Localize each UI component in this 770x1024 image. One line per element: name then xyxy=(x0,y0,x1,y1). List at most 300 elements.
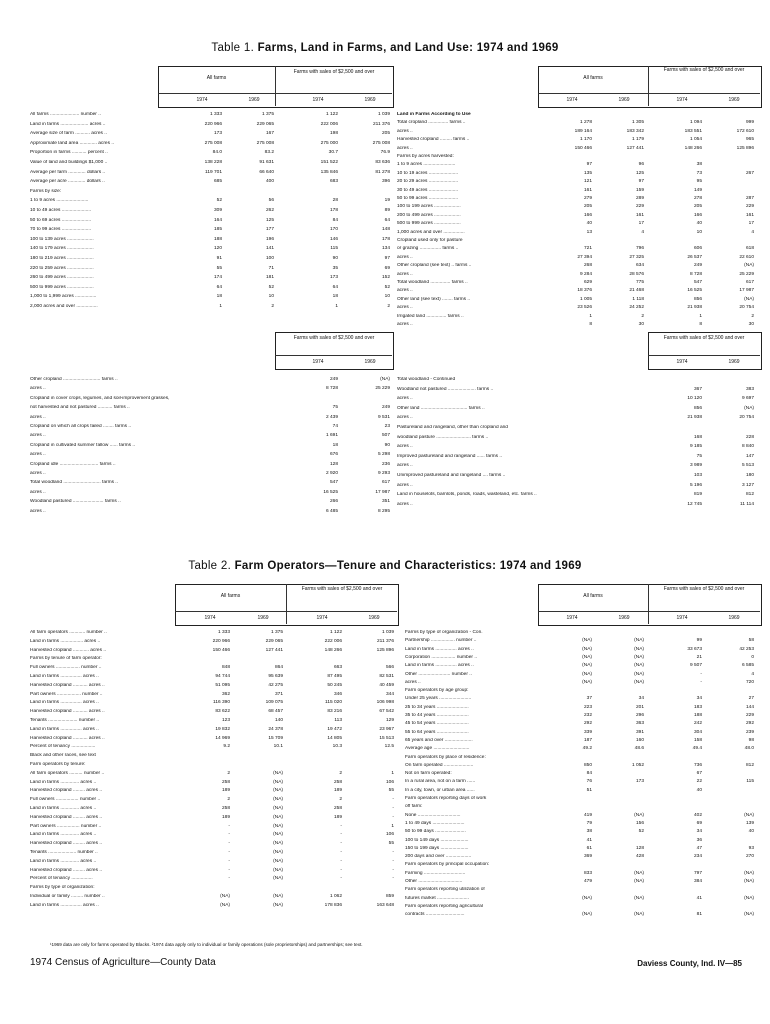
cell-value: 35 xyxy=(332,265,338,271)
cell-value: (NA) xyxy=(634,663,644,669)
cell-value: 20 754 xyxy=(739,415,754,421)
cell-value: 10 120 xyxy=(687,396,702,402)
cell-value: 2 xyxy=(339,797,342,803)
cell-value: 5 196 xyxy=(689,482,702,488)
cell-value: 617 xyxy=(381,480,390,486)
row-label: Value of land and buildings $1,000 .. xyxy=(30,160,108,165)
table-row xyxy=(405,829,770,835)
cell-value: 139 xyxy=(745,820,754,826)
row-label: Black and other races, see text xyxy=(30,753,96,759)
table-row xyxy=(30,665,400,671)
row-label: 1 to 9 acres ........................ xyxy=(30,198,89,204)
cell-value: 74 xyxy=(332,424,338,429)
cell-value: 720 xyxy=(745,679,754,685)
table-row xyxy=(30,832,400,838)
cell-value: 38 xyxy=(696,162,702,168)
cell-value: 75 xyxy=(696,453,702,459)
table-row xyxy=(405,746,770,752)
cell-value: - xyxy=(340,823,342,829)
cell-value: 289 xyxy=(635,196,644,201)
cell-value: 27 xyxy=(748,696,754,702)
cell-value: 189 xyxy=(221,788,230,794)
cell-value: 663 xyxy=(333,665,342,671)
table-row xyxy=(405,796,770,802)
cell-value: 400 xyxy=(265,179,274,185)
cell-value: 2 xyxy=(339,770,342,776)
table-row xyxy=(405,871,770,877)
table-row xyxy=(397,492,767,498)
cell-value: 396 xyxy=(381,179,390,185)
table-row xyxy=(30,876,400,882)
table2-title xyxy=(0,560,770,572)
cell-value: 2 920 xyxy=(325,471,338,476)
table-row xyxy=(405,813,770,819)
cell-value: - xyxy=(340,867,342,873)
cell-value: 292 xyxy=(745,721,754,727)
cell-value: - xyxy=(228,858,230,864)
row-label: 50 to 99 days ....................... xyxy=(405,829,466,835)
table2-heading: Farm Operators—Tenure and Characteristics: 1974 and 1969 xyxy=(234,560,582,572)
cell-value: 147 xyxy=(745,453,754,459)
row-label: acres .. xyxy=(30,433,46,439)
t1-lower-right-sales: Farms with sales of $2,500 and over xyxy=(663,335,745,341)
cell-value: 22 xyxy=(696,779,702,785)
table-row xyxy=(405,838,770,844)
cell-value: 812 xyxy=(745,762,754,768)
cell-value: 4 xyxy=(641,229,644,235)
cell-value: 51 095 xyxy=(215,682,230,688)
table-row xyxy=(30,683,400,689)
table-row xyxy=(397,280,767,286)
cell-value: 125 896 xyxy=(736,145,754,151)
cell-value: 775 xyxy=(635,280,644,285)
cell-value: 1 039 xyxy=(381,630,394,635)
cell-value: 99 xyxy=(696,638,702,644)
cell-value: 8 840 xyxy=(741,444,754,450)
cell-value: 129 xyxy=(385,718,394,723)
cell-value: 40 xyxy=(748,829,754,835)
row-label: 200 to 499 acres .................... xyxy=(397,212,461,218)
cell-value: 249 xyxy=(381,405,390,411)
cell-value: 167 xyxy=(265,131,274,137)
row-label: Individual or family ......... number .. xyxy=(30,894,105,899)
cell-value: 1 375 xyxy=(261,112,274,117)
row-label: Farms by type of organization: xyxy=(30,885,95,891)
cell-value: 103 xyxy=(693,473,702,478)
cell-value: 183 xyxy=(693,704,702,710)
t1-right-col-sales: Farms with sales of $2,500 and over xyxy=(663,67,745,73)
cell-value: 113 xyxy=(334,718,342,723)
row-label: 70 to 99 acres ...................... xyxy=(30,227,92,233)
table-row xyxy=(405,788,770,794)
row-label: 65 years and over ..................... xyxy=(405,737,473,743)
cell-value: 258 xyxy=(333,779,342,785)
cell-value: 383 xyxy=(745,386,754,392)
table-row xyxy=(30,170,400,176)
cell-value: (NA) xyxy=(273,832,283,838)
row-label: Other cropland (see text) .. farms .. xyxy=(397,263,472,269)
cell-value: 125 896 xyxy=(376,647,394,653)
table-row xyxy=(405,713,770,719)
cell-value: 1 333 xyxy=(209,112,222,117)
cell-value: 52 xyxy=(384,284,390,290)
table-row xyxy=(30,859,400,865)
cell-value: 40 xyxy=(696,221,702,227)
row-label: Cropland on which all crops failed ........ farms .. xyxy=(30,424,132,429)
cell-value: 2 xyxy=(227,770,230,776)
cell-value: 17 xyxy=(748,221,754,227)
table-row xyxy=(397,213,767,219)
row-label: Total woodland ............................ farms .. xyxy=(30,480,118,486)
table-row xyxy=(30,815,400,821)
cell-value: (NA) xyxy=(220,894,230,899)
cell-value: 83.2 xyxy=(264,150,274,156)
table-row xyxy=(397,129,767,135)
cell-value: - xyxy=(392,806,394,811)
table-row xyxy=(30,639,400,645)
cell-value: 40 459 xyxy=(379,682,394,688)
cell-value: - xyxy=(228,867,230,873)
cell-value: 229 065 xyxy=(265,638,283,644)
cell-value: 17 987 xyxy=(739,288,754,294)
cell-value: 24 252 xyxy=(629,305,644,311)
t1-r-y1974a: 1974 xyxy=(566,97,578,103)
cell-value: 1 305 xyxy=(631,120,644,126)
cell-value: 8 xyxy=(699,322,702,327)
table1-heading: Farms, Land in Farms, and Land Use: 1974 and 1969 xyxy=(257,42,559,54)
cell-value: 11 114 xyxy=(740,501,754,507)
table-row xyxy=(30,471,400,477)
cell-value: (NA) xyxy=(273,779,283,785)
row-label: Unimproved pastureland and rangeland .... farms .. xyxy=(397,473,506,478)
cell-value: 87 495 xyxy=(327,674,342,679)
cell-value: 166 xyxy=(693,212,702,218)
cell-value: 239 xyxy=(745,729,754,735)
cell-value: 292 xyxy=(583,721,592,727)
cell-value: 116 390 xyxy=(213,700,230,706)
row-label: 140 to 179 acres .................... xyxy=(30,246,94,252)
row-label: Farm operators by age group: xyxy=(405,688,469,694)
cell-value: 148 266 xyxy=(324,647,342,653)
cell-value: 17 987 xyxy=(375,489,390,495)
row-label: acres .. xyxy=(30,452,46,458)
cell-value: (NA) xyxy=(273,858,283,864)
cell-value: 1 122 xyxy=(329,630,342,635)
table-row xyxy=(397,305,767,311)
t2-r-y1969b: 1969 xyxy=(728,615,740,621)
cell-value: 181 xyxy=(265,275,274,281)
cell-value: 146 xyxy=(329,236,338,242)
row-label: Harvested cropland ............ acres .. xyxy=(30,647,106,653)
cell-value: 15 513 xyxy=(379,735,394,741)
table-row xyxy=(405,755,770,761)
table-row xyxy=(30,788,400,794)
cell-value: 76.9 xyxy=(380,150,390,156)
cell-value: - xyxy=(392,876,394,882)
cell-value: 1 039 xyxy=(377,112,390,117)
table-row xyxy=(405,854,770,860)
cell-value: 1 691 xyxy=(325,433,338,439)
table-row xyxy=(30,850,400,856)
cell-value: (NA) xyxy=(273,894,283,899)
cell-value: 115 xyxy=(746,779,754,785)
row-label: 10 to 19 acres ...................... xyxy=(397,170,459,176)
table-row xyxy=(405,904,770,910)
row-label: 100 to 149 days ..................... xyxy=(405,837,469,843)
cell-value: 189 xyxy=(333,788,342,794)
cell-value: 89 xyxy=(384,208,390,213)
row-label: Land in farms ................ acres .. xyxy=(30,674,99,679)
cell-value: 69 xyxy=(384,265,390,271)
table-row xyxy=(397,171,767,177)
t1-l-y1969b: 1969 xyxy=(364,97,376,103)
cell-value: - xyxy=(392,867,394,873)
cell-value: 138 228 xyxy=(204,160,222,165)
cell-value: 391 xyxy=(635,729,644,735)
t2-r-y1974a: 1974 xyxy=(566,615,578,621)
cell-value: 183 342 xyxy=(626,128,644,134)
row-label: Farming ............................... xyxy=(405,870,466,876)
cell-value: 9 293 xyxy=(377,471,390,476)
cell-value: 84 xyxy=(332,217,338,223)
row-label: Land in farms ................ acres .. xyxy=(30,902,99,908)
table-row xyxy=(30,443,400,449)
cell-value: 90 xyxy=(384,442,390,448)
cell-value: (NA) xyxy=(634,638,644,644)
cell-value: - xyxy=(340,858,342,864)
cell-value: 91 xyxy=(216,256,222,261)
cell-value: 90 xyxy=(332,256,338,261)
row-label: Land in farms .............. acres .. xyxy=(30,779,97,785)
cell-value: (NA) xyxy=(744,895,754,901)
cell-value: 1 xyxy=(391,770,394,776)
cell-value: 25 229 xyxy=(739,271,754,277)
row-label: None ................................ xyxy=(405,812,461,818)
row-label: Farms by tenure of farm operator: xyxy=(30,656,102,662)
cell-value: 83 216 xyxy=(327,709,342,715)
cell-value: 159 xyxy=(635,187,644,193)
cell-value: (NA) xyxy=(634,912,644,918)
row-label: acres .. xyxy=(397,271,413,277)
cell-value: 18 376 xyxy=(577,288,592,294)
cell-value: 236 xyxy=(381,461,390,467)
table-row xyxy=(405,705,770,711)
cell-value: 17 xyxy=(638,221,644,227)
table-row xyxy=(30,377,400,383)
cell-value: 149 xyxy=(693,187,702,193)
table-row xyxy=(397,272,767,278)
row-label: Pastureland and rangeland, other than cropland and xyxy=(397,425,508,430)
row-label: Total woodland ............... farms .. xyxy=(397,280,468,285)
cell-value: 201 xyxy=(635,704,644,710)
footer-county-page: Daviess County, Ind. IV—85 xyxy=(637,959,742,968)
row-label: Percent of tenancy ................ xyxy=(30,876,93,882)
table-row xyxy=(30,780,400,786)
cell-value: 685 xyxy=(213,179,222,185)
cell-value: 21 468 xyxy=(629,288,644,294)
cell-value: 188 xyxy=(213,236,222,242)
cell-value: 10.1 xyxy=(273,744,283,750)
cell-value: 344 xyxy=(385,691,394,697)
cell-value: 109 075 xyxy=(265,700,283,706)
cell-value: 41 xyxy=(696,895,702,901)
row-label: 500 to 999 acres .................... xyxy=(397,221,461,227)
row-label: acres .. xyxy=(397,145,413,151)
cell-value: (NA) xyxy=(220,902,230,908)
cell-value: 141 xyxy=(265,246,274,252)
table-row xyxy=(30,806,400,812)
t2-left-col-sales: Farms with sales of $2,500 and over xyxy=(301,586,383,592)
row-label: Tenants ...................... number .. xyxy=(30,718,100,723)
row-label: Total cropland ............... farms .. xyxy=(397,120,466,126)
row-label: Cropland in cultivated summer fallow ...... farms .. xyxy=(30,442,136,448)
cell-value: - xyxy=(228,876,230,882)
row-label: Farm operators by tenure: xyxy=(30,762,86,767)
table-row xyxy=(30,499,400,505)
table-row xyxy=(405,821,770,827)
cell-value: 128 xyxy=(329,461,338,467)
row-label: Approximate land area ............. acres .. xyxy=(30,140,114,146)
cell-value: 172 610 xyxy=(736,128,754,134)
cell-value: 999 xyxy=(745,120,754,126)
row-label: In a rural area, not on a farm ...... xyxy=(405,779,476,785)
cell-value: 296 xyxy=(635,713,644,718)
row-label: Other land ................................... farms .. xyxy=(397,405,485,411)
table-row xyxy=(405,879,770,885)
cell-value: 127 441 xyxy=(626,145,644,151)
table-row xyxy=(30,700,400,706)
cell-value: - xyxy=(392,814,394,820)
cell-value: 676 xyxy=(329,452,338,458)
cell-value: 18 xyxy=(332,294,338,300)
cell-value: - xyxy=(228,823,230,829)
cell-value: 71 xyxy=(268,265,274,271)
table-row xyxy=(397,387,767,393)
table-row xyxy=(397,238,767,244)
row-label: Land in houselots, barnlots, ponds, roads, wasteland, etc. farms .. xyxy=(397,492,537,498)
cell-value: 97 xyxy=(586,162,592,168)
cell-value: 198 xyxy=(329,131,338,137)
row-label: 100 to 199 acres .................... xyxy=(397,204,461,210)
cell-value: 2 xyxy=(271,304,274,309)
cell-value: 12 745 xyxy=(687,501,702,507)
cell-value: - xyxy=(228,832,230,838)
cell-value: 369 xyxy=(583,854,592,860)
t2-right-col-sales: Farms with sales of $2,500 and over xyxy=(663,586,745,592)
cell-value: 351 xyxy=(381,499,390,505)
cell-value: 125 xyxy=(265,217,274,223)
cell-value: 177 xyxy=(265,227,274,233)
cell-value: 33 673 xyxy=(687,646,702,652)
cell-value: 27 394 xyxy=(577,254,592,260)
cell-value: 96 xyxy=(638,162,644,168)
table-row xyxy=(405,763,770,769)
cell-value: 174 xyxy=(213,275,222,281)
table-row xyxy=(405,896,770,902)
cell-value: - xyxy=(228,850,230,855)
cell-value: 721 xyxy=(583,246,592,252)
table-row xyxy=(405,721,770,727)
cell-value: 797 xyxy=(693,870,702,876)
cell-value: 1 122 xyxy=(325,112,338,117)
cell-value: (NA) xyxy=(634,870,644,876)
cell-value: 222 006 xyxy=(324,638,342,644)
cell-value: 81 xyxy=(696,912,702,918)
cell-value: 97 xyxy=(638,179,644,185)
cell-value: 34 xyxy=(696,829,702,835)
cell-value: 183 551 xyxy=(684,128,702,134)
cell-value: 127 441 xyxy=(265,647,283,653)
table-row xyxy=(30,415,400,421)
cell-value: 629 xyxy=(583,280,592,285)
cell-value: 148 266 xyxy=(684,145,702,151)
row-label: 1,000 acres and over ................ xyxy=(397,229,465,235)
cell-value: (NA) xyxy=(273,841,283,847)
table-row xyxy=(397,255,767,261)
footnote: ¹1969 data are only for farms operated by Blacks. ²1974 data apply only to individual or family operations (sole proprietorships) and partnerships; see text. xyxy=(50,942,363,947)
cell-value: 75 xyxy=(332,405,338,411)
row-label: Improved pastureland and rangeland ...... farms .. xyxy=(397,453,503,459)
row-label: 220 to 259 acres .................... xyxy=(30,265,94,271)
cell-value: - xyxy=(392,858,394,864)
cell-value: - xyxy=(340,841,342,847)
t1-right-col-all: All farms xyxy=(583,75,603,81)
t1-l-y1974b: 1974 xyxy=(312,97,324,103)
cell-value: - xyxy=(340,832,342,838)
cell-value: 205 xyxy=(381,131,390,137)
cell-value: - xyxy=(228,841,230,847)
cell-value: 144 xyxy=(745,704,754,710)
table-row xyxy=(30,709,400,715)
cell-value: 47 xyxy=(696,845,702,851)
row-label: Harvested cropland ......... acres .. xyxy=(30,841,102,847)
cell-value: (NA) xyxy=(273,797,283,803)
cell-value: 170 xyxy=(329,227,338,233)
cell-value: 275 008 xyxy=(256,140,274,146)
row-label: Other ................................. xyxy=(405,879,463,884)
cell-value: 49.2 xyxy=(582,746,592,752)
cell-value: (NA) xyxy=(634,879,644,884)
table-row xyxy=(397,146,767,152)
table-row xyxy=(30,396,400,402)
cell-value: 205 xyxy=(693,204,702,210)
cell-value: (NA) xyxy=(582,654,592,660)
cell-value: 220 966 xyxy=(204,121,222,127)
cell-value: 205 xyxy=(583,204,592,210)
cell-value: 683 xyxy=(329,179,338,185)
cell-value: 140 xyxy=(274,718,283,723)
table-row xyxy=(30,122,400,128)
cell-value: (NA) xyxy=(582,679,592,685)
cell-value: 211 376 xyxy=(373,121,390,127)
cell-value: 156 xyxy=(635,820,644,826)
cell-value: (NA) xyxy=(634,895,644,901)
cell-value: (NA) xyxy=(744,296,754,302)
t2-l-y1974b: 1974 xyxy=(316,615,328,621)
cell-value: 9.2 xyxy=(223,744,230,750)
cell-value: 371 xyxy=(274,691,283,697)
cell-value: 27 325 xyxy=(629,254,644,260)
row-label: Other cropland ............................ farms .. xyxy=(30,377,118,382)
cell-value: 864 xyxy=(274,665,283,671)
cell-value: 8 728 xyxy=(689,271,702,277)
table-row xyxy=(30,304,400,310)
cell-value: 23 xyxy=(384,424,390,429)
cell-value: 83 636 xyxy=(375,160,390,165)
table-row xyxy=(30,179,400,185)
row-label: acres .. xyxy=(30,471,46,476)
cell-value: 97 xyxy=(384,256,390,261)
